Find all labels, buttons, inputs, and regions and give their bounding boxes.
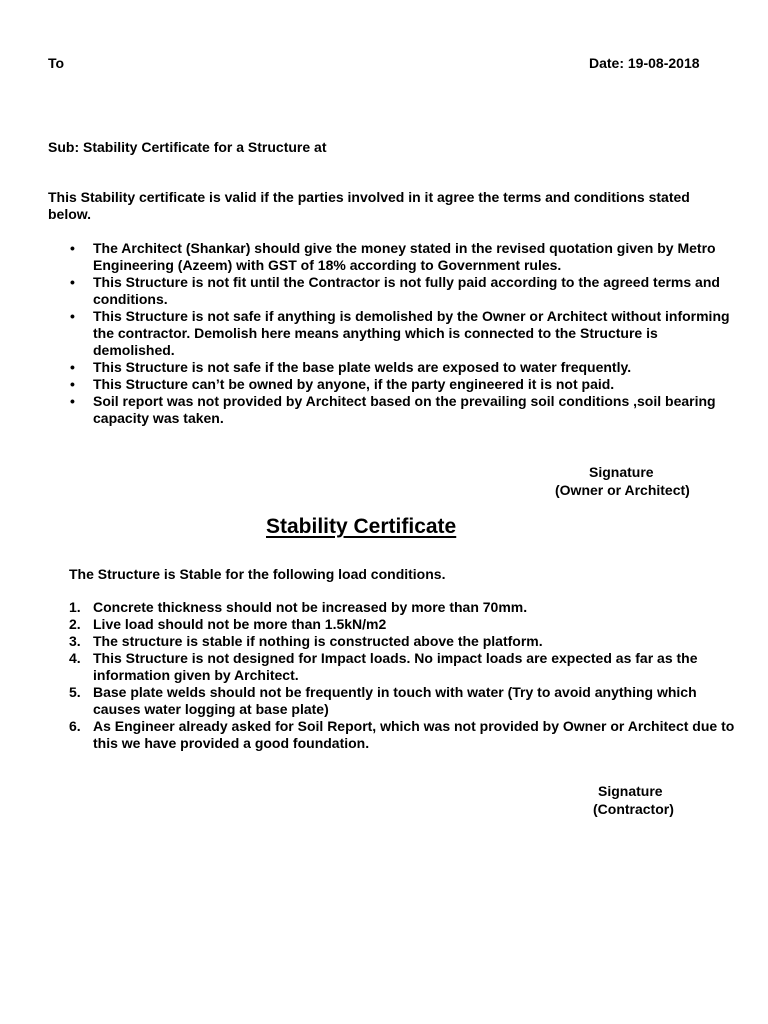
condition-text: This Structure is not fit until the Contractor is not fully paid according to the agreed terms and conditions.	[93, 274, 720, 307]
certificate-title: Stability Certificate	[266, 515, 457, 538]
load-condition-text: Base plate welds should not be frequently in touch with water (Try to avoid anything which causes water logging at base plate)	[93, 684, 697, 717]
item-number: 2.	[69, 616, 81, 632]
load-condition-text: Live load should not be more than 1.5kN/m2	[93, 616, 387, 632]
bullet-icon: •	[70, 240, 75, 256]
condition-item	[48, 274, 738, 308]
condition-item	[48, 393, 738, 427]
load-condition-text: The structure is stable if nothing is constructed above the platform.	[93, 633, 543, 649]
condition-text: This Structure can’t be owned by anyone, if the party engineered it is not paid.	[93, 376, 615, 392]
condition-item	[48, 376, 738, 393]
load-condition-text: This Structure is not designed for Impact loads. No impact loads are expected as far as the information given by Architect.	[93, 650, 698, 683]
condition-text: The Architect (Shankar) should give the money stated in the revised quotation given by Metro Engineering (Azeem) with GST of 18% according to Government rules.	[93, 240, 716, 273]
item-number: 1.	[69, 599, 81, 615]
load-condition-item	[48, 684, 738, 718]
item-number: 6.	[69, 718, 81, 734]
condition-text: This Structure is not safe if the base plate welds are exposed to water frequently.	[93, 359, 632, 375]
condition-text: Soil report was not provided by Architect based on the prevailing soil conditions ,soil bearing capacity was taken.	[93, 393, 716, 426]
load-condition-item	[48, 616, 738, 633]
certificate-intro: The Structure is Stable for the following load conditions.	[69, 566, 446, 582]
bullet-icon: •	[70, 359, 75, 375]
condition-item	[48, 359, 738, 376]
owner-signature-label: Signature	[589, 464, 654, 480]
load-condition-item	[48, 718, 738, 752]
load-condition-text: Concrete thickness should not be increased by more than 70mm.	[93, 599, 528, 615]
item-number: 3.	[69, 633, 81, 649]
recipient-label: To	[48, 55, 65, 71]
load-conditions-list	[48, 599, 738, 752]
load-condition-item	[48, 633, 738, 650]
load-condition-item	[48, 599, 738, 616]
condition-text: This Structure is not safe if anything is demolished by the Owner or Architect without informing the contractor. Demolish here means anything which is connected to the Structure is demolished.	[93, 308, 730, 358]
bullet-icon: •	[70, 376, 75, 392]
condition-item	[48, 308, 738, 359]
subject-line: Sub: Stability Certificate for a Structure at	[48, 139, 327, 155]
intro-paragraph: This Stability certificate is valid if the parties involved in it agree the terms and conditions stated below.	[48, 189, 690, 222]
load-condition-item	[48, 650, 738, 684]
date-line: Date: 19-08-2018	[589, 55, 700, 71]
contractor-signature-role: (Contractor)	[593, 801, 674, 817]
conditions-list	[48, 240, 738, 427]
condition-item	[48, 240, 738, 274]
item-number: 5.	[69, 684, 81, 700]
bullet-icon: •	[70, 308, 75, 324]
bullet-icon: •	[70, 274, 75, 290]
bullet-icon: •	[70, 393, 75, 409]
item-number: 4.	[69, 650, 81, 666]
contractor-signature-label: Signature	[598, 783, 663, 799]
load-condition-text: As Engineer already asked for Soil Report, which was not provided by Owner or Architect due to this we have provided a good foundation.	[93, 718, 735, 751]
owner-signature-role: (Owner or Architect)	[555, 482, 690, 498]
